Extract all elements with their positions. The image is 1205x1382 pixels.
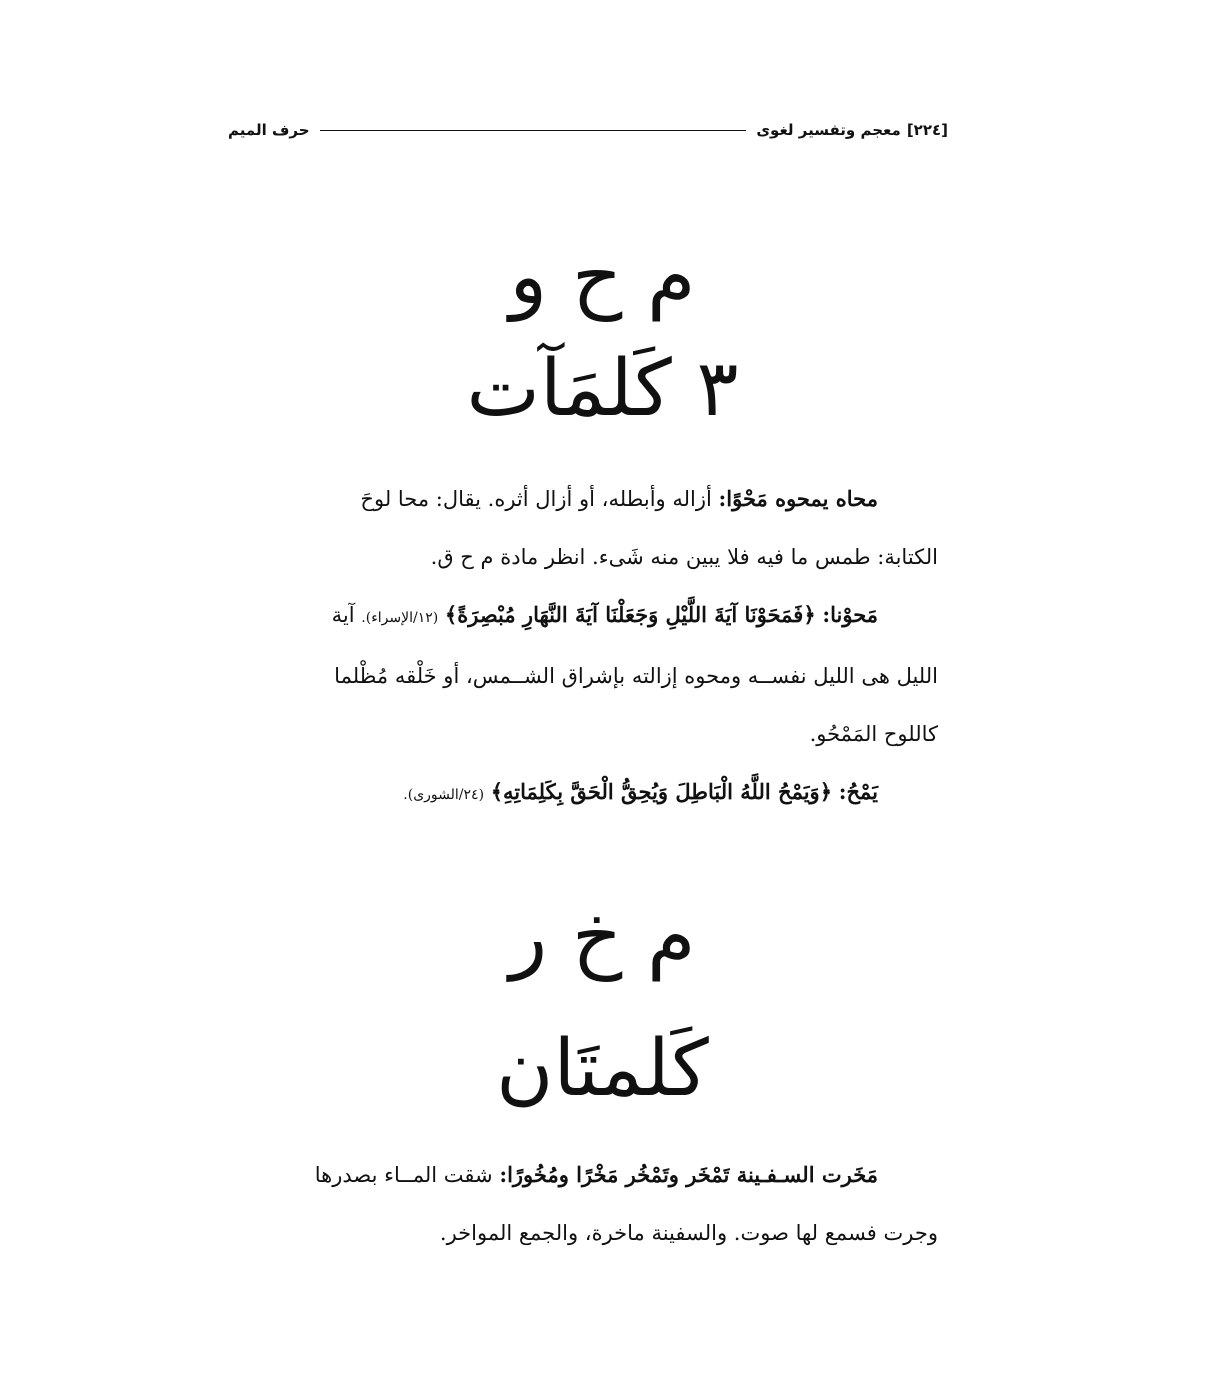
- quran-quote: ﴿فَمَحَوْنَا آيَةَ اللَّيْلِ وَجَعَلْنَا آيَةَ النَّهَارِ مُبْصِرَةً﴾: [444, 602, 816, 627]
- entry-mahw-line2: الكتابة: طمس ما فيه فلا يبين منه شَىء. انظر مادة م ح ق.: [430, 545, 938, 569]
- header-rule: [320, 130, 747, 131]
- entries-mhw: [214, 470, 938, 824]
- entry-mahawna-line2: الليل هى الليل نفســه ومحوه إزالته بإشراق الشــمس، أو خَلْقه مُظْلما: [334, 664, 938, 688]
- entry-mahawna-line3: كاللوح المَمْحُو.: [809, 722, 938, 746]
- headword: يَمْحُ:: [838, 779, 878, 804]
- headword: محاه يمحوه مَحْوًا:: [718, 486, 878, 511]
- page-number: [٢٢٤]: [906, 121, 948, 139]
- root-heading-mhw: م ح و: [509, 232, 696, 322]
- verse-reference: (٢٤/الشورى).: [403, 787, 485, 803]
- definition-text: أزاله وأبطله، أو أزال أثره. يقال: محا لوحَ: [360, 487, 712, 511]
- word-count-mkhr: كَلمتَان: [496, 1024, 709, 1114]
- entries-mkhr: [214, 1146, 938, 1262]
- entry-yamhu-line1: [214, 763, 938, 824]
- entry-mahw-line1: [214, 470, 938, 528]
- verse-reference: (١٢/الإسراء).: [361, 610, 439, 626]
- entry-mahawna-line1: [214, 586, 938, 647]
- quran-quote: ﴿وَيَمْحُ اللَّهُ الْبَاطِلَ وَيُحِقُّ الْحَقَّ بِكَلِمَاتِهِ﴾: [490, 779, 833, 804]
- running-header: [228, 116, 948, 144]
- headword: مَخَرت السـفـينة تَمْخَر وتَمْخُر مَخْرًا ومُخُورًا:: [499, 1162, 878, 1187]
- entry-makharat-line2: وجرت فسمع لها صوت. والسفينة ماخرة، والجمع المواخر.: [439, 1221, 938, 1245]
- chapter-title: حرف الميم: [228, 121, 310, 139]
- headword: مَحوْنا:: [822, 602, 878, 627]
- root-heading-mkhr: م خ ر: [509, 892, 696, 982]
- entry-makharat-line1: [214, 1146, 938, 1204]
- definition-text: شقت المــاء بصدرها: [314, 1163, 493, 1187]
- book-title: معجم وتفسير لغوى: [756, 121, 901, 139]
- word-count-mhw: ٣ كَلمَآت: [466, 344, 739, 434]
- definition-text: آية: [331, 603, 355, 627]
